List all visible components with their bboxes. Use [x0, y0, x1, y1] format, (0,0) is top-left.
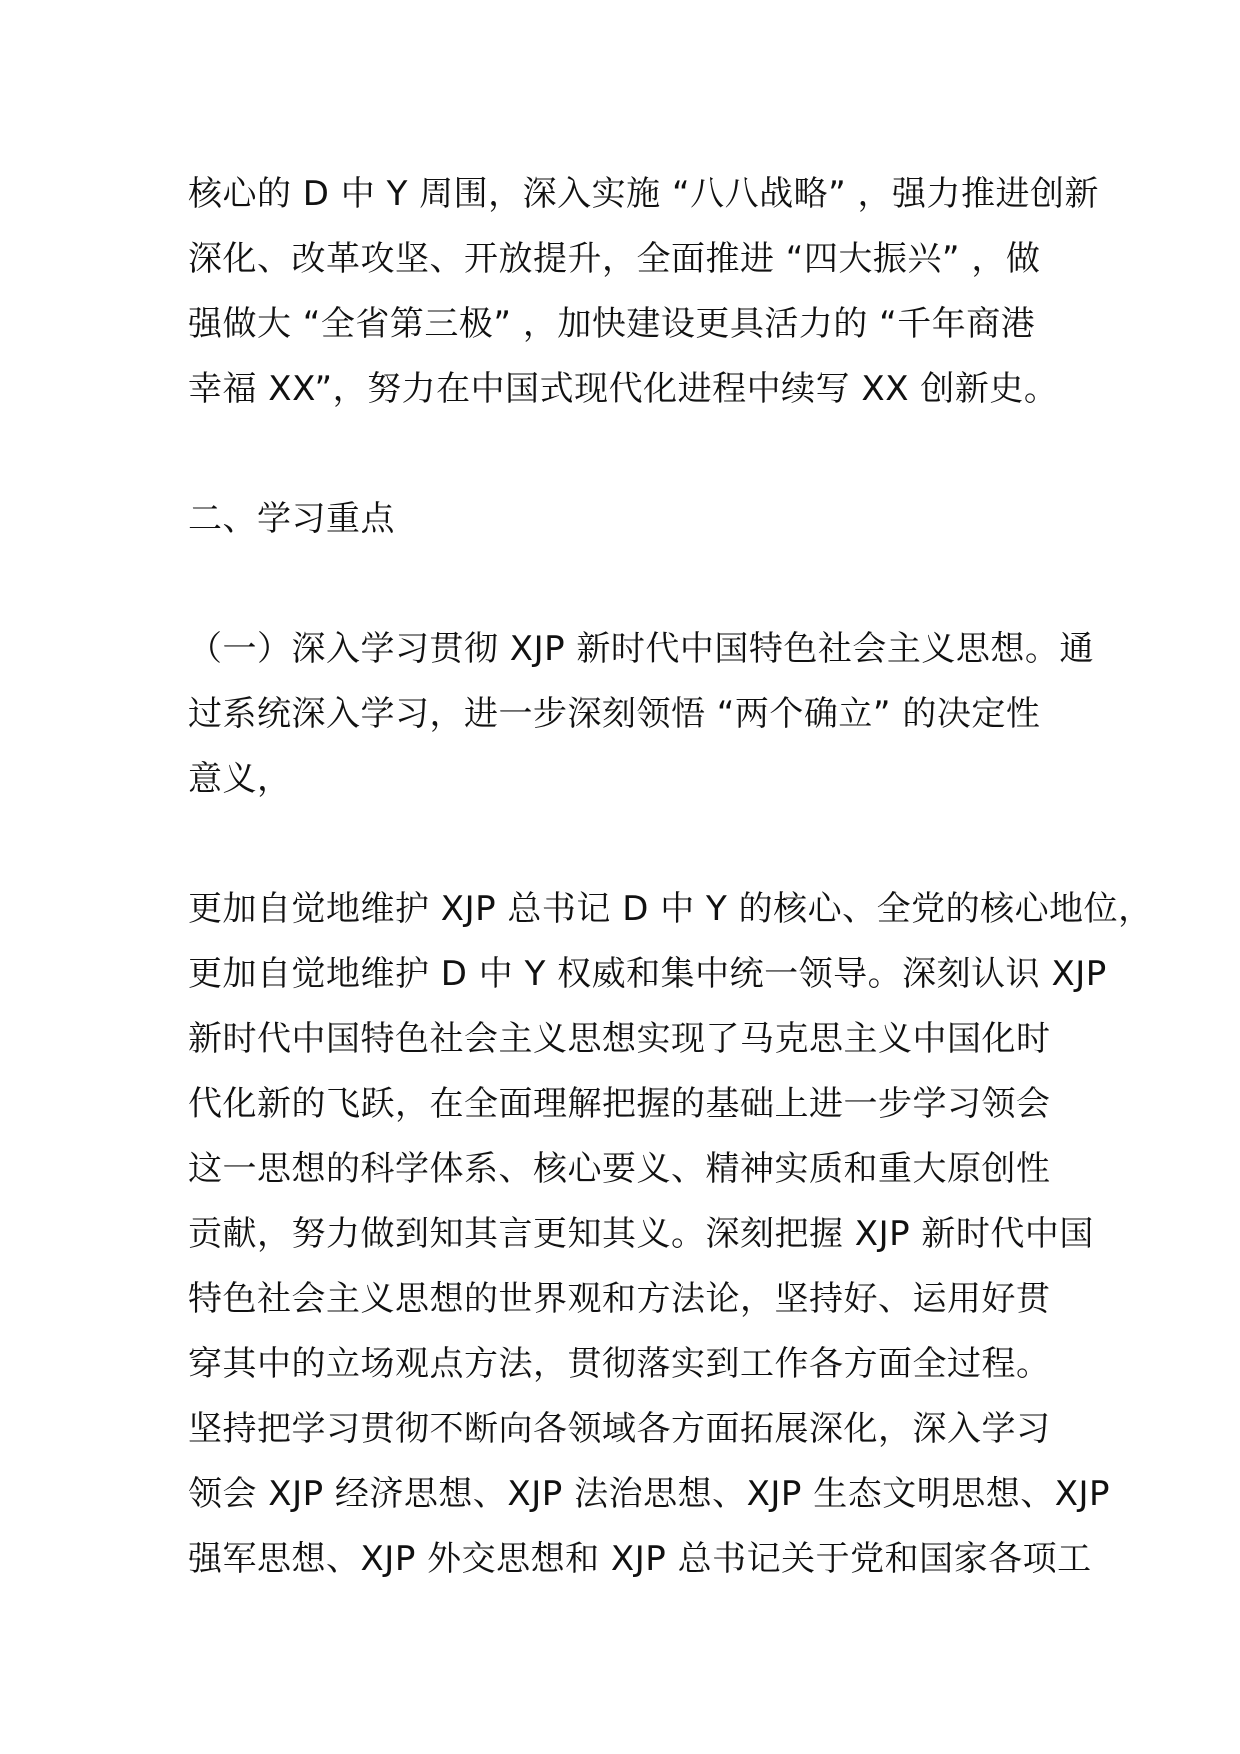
paragraph-3-line: 特色社会主义思想的世界观和方法论，坚持好、运用好贯 — [188, 1279, 1051, 1319]
paragraph-3-line: 坚持把学习贯彻不断向各领域各方面拓展深化，深入学习 — [188, 1409, 1051, 1449]
paragraph-3-line: 这一思想的科学体系、核心要义、精神实质和重大原创性 — [188, 1149, 1051, 1189]
section-heading-text: 二、学习重点 — [188, 499, 395, 539]
paragraph-3-line: 贡献，努力做到知其言更知其义。深刻把握 XJP 新时代中国 — [188, 1214, 1094, 1254]
section-heading — [188, 487, 1068, 552]
paragraph-2 — [188, 617, 1094, 812]
paragraph-2-line: 意义， — [188, 759, 292, 799]
paragraph-3-line: 代化新的飞跃，在全面理解把握的基础上进一步学习领会 — [188, 1084, 1051, 1124]
paragraph-3-line: 领会 XJP 经济思想、XJP 法治思想、XJP 生态文明思想、XJP — [188, 1474, 1111, 1514]
paragraph-3-line: 新时代中国特色社会主义思想实现了马克思主义中国化时 — [188, 1019, 1051, 1059]
paragraph-1-line: 核心的 D 中 Y 周围，深入实施 “八八战略” ，强力推进创新 — [188, 174, 1100, 214]
paragraph-1-line: 幸福 XX”，努力在中国式现代化进程中续写 XX 创新史。 — [188, 369, 1059, 409]
paragraph-3-line: 强军思想、XJP 外交思想和 XJP 总书记关于党和国家各项工 — [188, 1539, 1092, 1579]
paragraph-1-line: 强做大 “全省第三极” ，加快建设更具活力的 “千年商港 — [188, 304, 1036, 344]
paragraph-1 — [188, 162, 1100, 422]
paragraph-2-line: （一）深入学习贯彻 XJP 新时代中国特色社会主义思想。通 — [188, 629, 1094, 669]
paragraph-2-line: 过系统深入学习，进一步深刻领悟 “两个确立” 的决定性 — [188, 694, 1041, 734]
paragraph-3-line: 更加自觉地维护 XJP 总书记 D 中 Y 的核心、全党的核心地位， — [188, 889, 1153, 929]
paragraph-3 — [188, 877, 1153, 1592]
paragraph-3-line: 更加自觉地维护 D 中 Y 权威和集中统一领导。深刻认识 XJP — [188, 954, 1107, 994]
paragraph-1-line: 深化、改革攻坚、开放提升，全面推进 “四大振兴” ，做 — [188, 239, 1041, 279]
paragraph-3-line: 穿其中的立场观点方法，贯彻落实到工作各方面全过程。 — [188, 1344, 1051, 1384]
document-body — [188, 162, 1153, 1592]
